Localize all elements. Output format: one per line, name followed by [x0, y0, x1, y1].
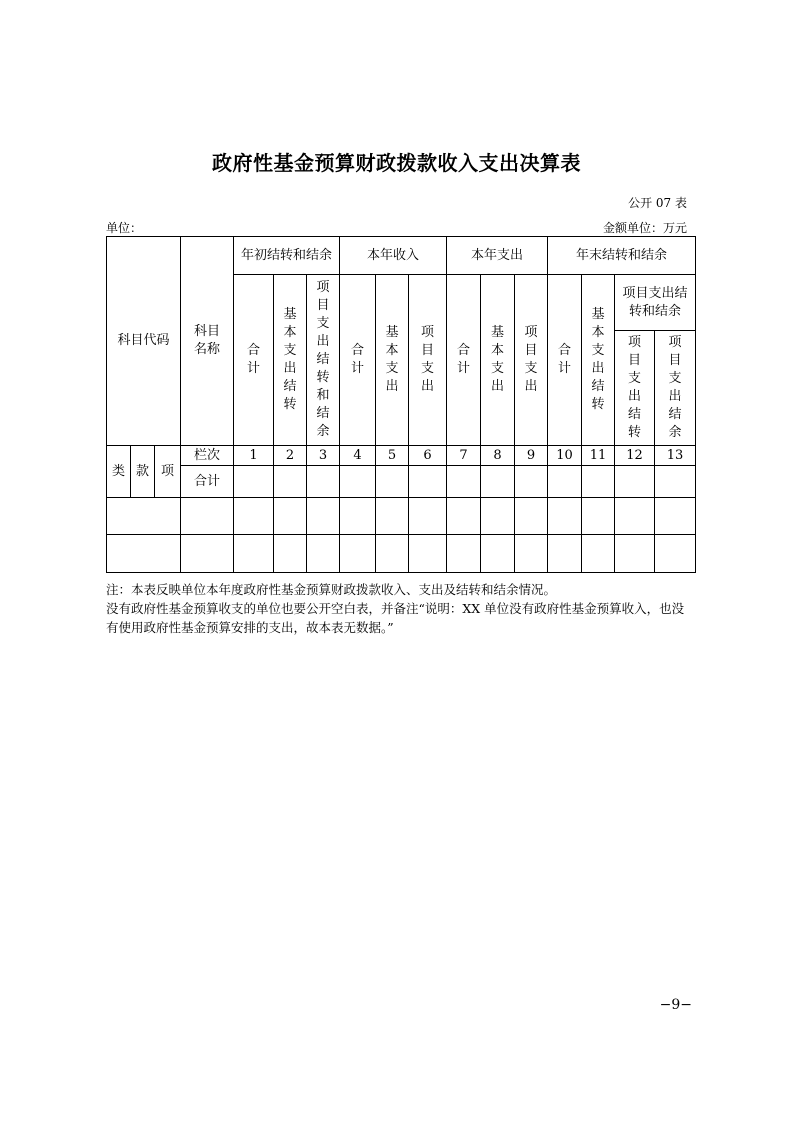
table-cell: [181, 535, 234, 573]
table-cell: [409, 535, 447, 573]
table-cell: [376, 466, 409, 498]
header-subject-code: 科目代码: [107, 237, 181, 446]
table-cell: [447, 466, 481, 498]
table-cell: [340, 535, 376, 573]
header-end-basic-carry: 基本支出结转: [582, 275, 615, 446]
table-cell: [615, 498, 655, 535]
table-row: [107, 498, 696, 535]
table-cell: [481, 535, 515, 573]
header-kuan: 款: [131, 446, 155, 498]
column-number: 2: [274, 446, 307, 466]
header-end-project-group: 项目支出结转和结余: [615, 275, 696, 331]
column-number: 5: [376, 446, 409, 466]
column-number: 8: [481, 446, 515, 466]
table-cell: [107, 535, 181, 573]
table-cell: [234, 466, 274, 498]
table-cell: [340, 466, 376, 498]
sum-row-label: 合计: [181, 466, 234, 498]
table-row: [107, 535, 696, 573]
column-number: 10: [548, 446, 582, 466]
header-begin-total: 合计: [234, 275, 274, 446]
table-cell: [655, 535, 696, 573]
table-cell: [234, 535, 274, 573]
table-cell: [615, 535, 655, 573]
table-cell: [582, 466, 615, 498]
column-number: 1: [234, 446, 274, 466]
header-expense-basic: 基本支出: [481, 275, 515, 446]
table-cell: [582, 498, 615, 535]
column-number: 7: [447, 446, 481, 466]
column-number-row: [107, 446, 696, 466]
header-row-1: [107, 237, 696, 275]
column-number: 6: [409, 446, 447, 466]
header-expense-project: 项目支出: [515, 275, 548, 446]
amount-unit-label: 金额单位：万元: [602, 221, 687, 235]
unit-label: 单位：: [106, 221, 143, 235]
table-notes: [106, 580, 696, 637]
header-subject-name: 科目名称: [181, 237, 234, 446]
table-cell: [409, 498, 447, 535]
table-cell: [615, 466, 655, 498]
header-begin-basic-carry: 基本支出结转: [274, 275, 307, 446]
column-number: 13: [655, 446, 696, 466]
column-number-label: 栏次: [181, 446, 234, 466]
budget-table: [106, 236, 696, 573]
table-cell: [107, 498, 181, 535]
table-cell: [515, 466, 548, 498]
table-cell: [515, 535, 548, 573]
table-cell: [655, 466, 696, 498]
header-income-total: 合计: [340, 275, 376, 446]
table-cell: [274, 535, 307, 573]
table-cell: [307, 466, 340, 498]
header-begin-balance: 年初结转和结余: [234, 237, 340, 275]
table-cell: [515, 498, 548, 535]
header-begin-project-carry-balance: 项目支出结转和结余: [307, 275, 340, 446]
table-cell: [340, 498, 376, 535]
header-income-project: 项目支出: [409, 275, 447, 446]
header-lei: 类: [107, 446, 131, 498]
column-number: 3: [307, 446, 340, 466]
table-cell: [481, 498, 515, 535]
note-line: 注：本表反映单位本年度政府性基金预算财政拨款收入、支出及结转和结余情况。: [106, 582, 557, 597]
form-number: 公开 07 表: [628, 196, 687, 210]
table-cell: [234, 498, 274, 535]
header-end-total: 合计: [548, 275, 582, 446]
column-number: 9: [515, 446, 548, 466]
page-title: 政府性基金预算财政拨款收入支出决算表: [212, 151, 581, 175]
header-income-basic: 基本支出: [376, 275, 409, 446]
header-end-balance: 年末结转和结余: [548, 237, 696, 275]
table-cell: [307, 535, 340, 573]
table-cell: [481, 466, 515, 498]
table-cell: [307, 498, 340, 535]
table-cell: [376, 535, 409, 573]
note-line: 没有政府性基金预算收支的单位也要公开空白表，并备注“说明：XX 单位没有政府性基金预算收入，也没有使用政府性基金预算安排的支出，故本表无数据。”: [106, 601, 685, 635]
table-cell: [376, 498, 409, 535]
column-number: 11: [582, 446, 615, 466]
table-cell: [274, 498, 307, 535]
column-number: 4: [340, 446, 376, 466]
header-expense-total: 合计: [447, 275, 481, 446]
table-cell: [548, 498, 582, 535]
table-cell: [409, 466, 447, 498]
page-number: −9−: [659, 997, 692, 1013]
table-cell: [548, 535, 582, 573]
header-year-expense: 本年支出: [447, 237, 548, 275]
table-cell: [447, 535, 481, 573]
table-cell: [181, 498, 234, 535]
header-year-income: 本年收入: [340, 237, 447, 275]
table-cell: [548, 466, 582, 498]
sum-row: [107, 466, 696, 498]
header-end-project-carry: 项目支出结转: [615, 331, 655, 446]
header-xiang: 项: [155, 446, 181, 498]
table-cell: [655, 498, 696, 535]
table-cell: [447, 498, 481, 535]
header-end-project-balance: 项目支出结余: [655, 331, 696, 446]
table-cell: [274, 466, 307, 498]
column-number: 12: [615, 446, 655, 466]
table-cell: [582, 535, 615, 573]
